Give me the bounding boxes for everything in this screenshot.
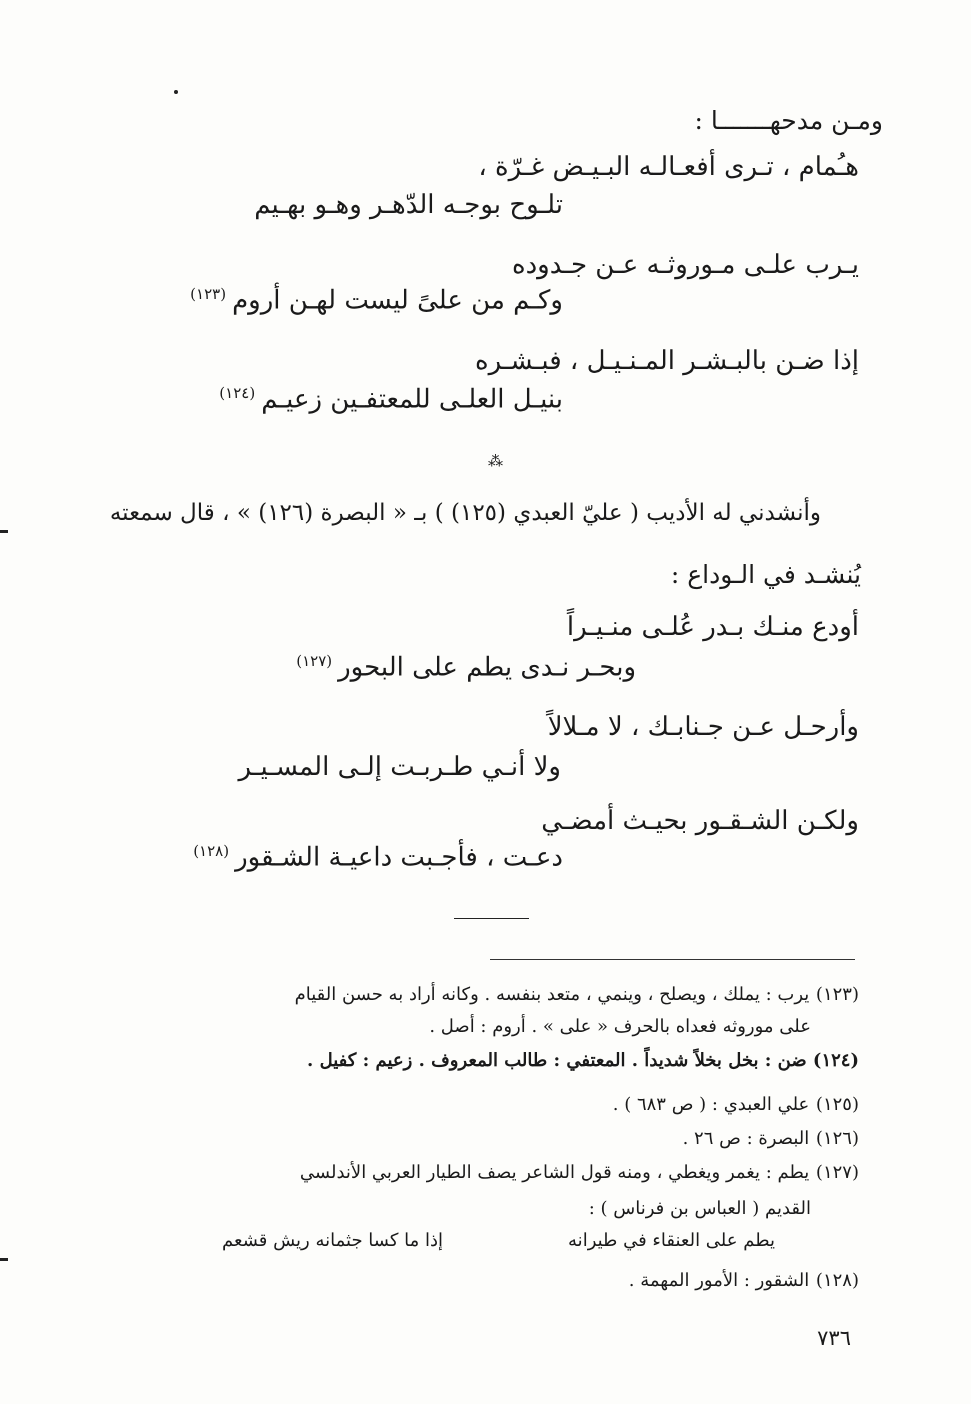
footnote (613, 1094, 859, 1115)
margin-tick (0, 1258, 8, 1261)
footnote-continuation: القديم ( العباس بن فرناس ) : (588, 1198, 811, 1219)
intro-line: ومـن مدحهـــــــا : (694, 106, 883, 135)
footnote-ref: (١٢٧) (296, 652, 333, 670)
footnote-number: (١٢٤) (812, 1050, 859, 1071)
footnote-number: (١٢٧) (815, 1162, 859, 1183)
verse-line (190, 285, 563, 316)
footnote-text: علي العبدي : ( ص ٦٨٣ ) . (612, 1094, 810, 1115)
footnote (683, 1128, 859, 1149)
verse-line: ولا أنـي طـربـت إلـى المسـيـر (238, 752, 561, 782)
footnote-ref: (١٢٤) (219, 384, 256, 402)
footnote-continuation: على موروثه فعداه بالحرف « على » . أروم : أصل . (429, 1016, 811, 1037)
footnote (307, 1050, 859, 1071)
page-number: ٧٣٦ (817, 1326, 851, 1350)
verse-line: تلـوح بوجـه الدّهـر وهـو بهـيم (254, 190, 563, 220)
margin-dot (174, 90, 178, 94)
section-divider-stars: ⁂ (488, 452, 503, 470)
footnote-number: (١٢٦) (815, 1128, 859, 1149)
footnote-ref: (١٢٣) (190, 285, 227, 303)
footnote-number: (١٢٣) (815, 984, 859, 1005)
footnote-ref: (١٢٨) (193, 842, 230, 860)
footnote (295, 984, 859, 1005)
verse-text: دعـت ، فأجـبت داعيـة الشـقور (235, 842, 563, 873)
footnote-number: (١٢٨) (815, 1270, 859, 1291)
margin-tick (0, 530, 8, 533)
footnote-text: يرب : يملك ، ويصلح ، وينمي ، متعد بنفسه . وكانه أراد به حسن القيام (294, 984, 810, 1005)
verse-line: يـرب علـى مـوروثـه عـن جـدوده (511, 250, 859, 280)
verse-text: وكـم من علىً ليست لهـن أروم (232, 285, 563, 316)
verse-line (193, 842, 563, 873)
prose-line: وأنشدني له الأديب ( عليّ العبدي (١٢٥) ) بـ « البصرة (١٢٦) » ، قال سمعته (109, 500, 821, 526)
footnote-text: ضن : بخل بخلاً شديداً . المعتفي : طالب المعروف . زعيم : كفيل . (307, 1050, 807, 1071)
verse-line: وأرحـل عـن جـنابـك ، لا مـلالاً (547, 712, 859, 742)
footnote-text: الشقور : الأمور المهمة . (628, 1270, 810, 1291)
verse-line: ولكـن الشـقـور بحيـث أمضـي (541, 806, 859, 836)
verse-text: بنيـل العلـى للمعتفـين زعيـم (261, 384, 563, 415)
prose-line: يُنشـد في الـوداع : (670, 560, 861, 589)
footnote-text: يطم : يغمر ويغطي ، ومنه قول الشاعر يصف الطيار العربي الأندلسي (299, 1162, 810, 1183)
section-rule (454, 918, 529, 919)
footnote (629, 1270, 859, 1291)
verse-line (219, 384, 563, 415)
footnote-separator (490, 959, 855, 960)
footnote-number: (١٢٥) (815, 1094, 859, 1115)
verse-line: هـُمام ، تـرى أفعـالـه البـيـض غـرّة ، (478, 152, 859, 182)
verse-text: وبحـر نـدى يطم على البحور (338, 652, 636, 683)
verse-line (296, 652, 636, 683)
quoted-verse-second-half: إذا ما كسا جثمانه ريش قشعم (222, 1230, 443, 1251)
verse-line: أودع منـك بـدر عُلـى منـيـراً (566, 612, 859, 642)
verse-line: إذا ضـن بالبـشـر المـنـيـل ، فبـشـره (474, 346, 859, 376)
footnote (300, 1162, 859, 1183)
quoted-verse-first-half: يطم على العنقاء في طيرانه (568, 1230, 775, 1251)
footnote-text: البصرة : ص ٢٦ . (682, 1128, 810, 1149)
